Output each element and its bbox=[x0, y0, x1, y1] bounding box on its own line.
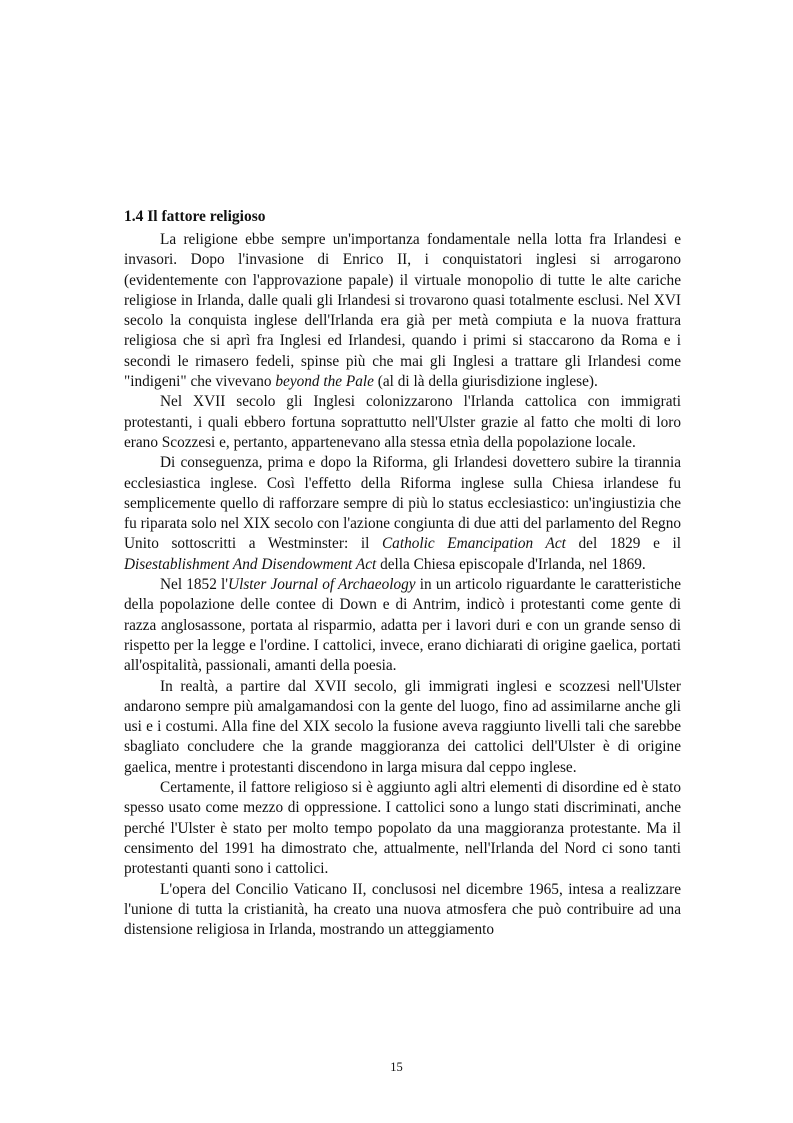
italic-run: Catholic Emancipation Act bbox=[381, 535, 566, 553]
text-run: in un articolo riguardante le caratteristiche della popolazione delle contee di Down e di Antrim, indicò i protestanti come gente di razza anglosassone, portata al risparmio, adatta per i lavori duri e con un grande senso di rispetto per la legge e l'ordine. I cattolici, invece, erano dichiarati di origine gaelica, portati all'ospitalità, passionali, amanti della poesia. bbox=[124, 576, 681, 675]
paragraph bbox=[124, 392, 681, 453]
text-run: Di conseguenza, prima e dopo la Riforma, gli Irlandesi dovettero subire la tirannia ecclesiastica inglese. Così l'effetto della Riforma inglese sulla Chiesa irlandese fu semplicemente quello di rafforzare sempre di più lo status ecclesiastico: un'ingiustizia che fu riparata solo nel XIX secolo con l'azione congiunta di due atti del parlamento del Regno Unito sottoscritti a Westminster: il bbox=[124, 454, 681, 553]
italic-run: beyond the Pale bbox=[275, 373, 374, 391]
text-run: del 1829 e il bbox=[565, 535, 682, 553]
section-heading: 1.4 Il fattore religioso bbox=[124, 208, 266, 225]
text-run: della Chiesa episcopale d'Irlanda, nel 1869. bbox=[376, 555, 646, 573]
text-run: In realtà, a partire dal XVII secolo, gli immigrati inglesi e scozzesi nell'Ulster andarono sempre più amalgamandosi con la gente del luogo, fino ad assimilarne anche gli usi e i costumi. Alla fine del XIX secolo la fusione aveva raggiunto livelli tali che sarebbe sbagliato concludere che la grande maggioranza dei cattolici dell'Ulster è di origine gaelica, mentre i protestanti discendono in larga misura dal ceppo inglese. bbox=[124, 677, 681, 776]
text-run: La religione ebbe sempre un'importanza fondamentale nella lotta fra Irlandesi e invasori. Dopo l'invasione di Enrico II, i conquistatori inglesi si arrogarono (evidentemente con l'approvazione papale) il virtuale monopolio di tutte le alte cariche religiose in Irlanda, dalle quali gli Irlandesi si trovarono quasi totalmente esclusi. Nel XVI secolo la conquista inglese dell'Irlanda era già per metà compiuta e la nuova frattura religiosa che si aprì fra Inglesi ed Irlandesi, quando i primi si staccarono da Roma e i secondi le rimasero fedeli, spinse più che mai gli Inglesi a trattare gli Irlandesi come "indigeni" che vivevano bbox=[124, 231, 681, 391]
paragraph bbox=[124, 575, 681, 676]
text-run: L'opera del Concilio Vaticano II, conclusosi nel dicembre 1965, intesa a realizzare l'unione di tutta la cristianità, ha creato una nuova atmosfera che può contribuire ad una distensione religiosa in Irlanda, mostrando un atteggiamento bbox=[124, 880, 681, 939]
italic-run: Ulster Journal of Archaeology bbox=[228, 576, 416, 594]
paragraph bbox=[124, 230, 681, 392]
text-run: Certamente, il fattore religioso si è aggiunto agli altri elementi di disordine ed è stato spesso usato come mezzo di oppressione. I cattolici sono a lungo stati discriminati, anche perché l'Ulster è stato per molto tempo popolato da una maggioranza protestante. Ma il censimento del 1991 ha dimostrato che, attualmente, nell'Irlanda del Nord ci sono tanti protestanti quanti sono i cattolici. bbox=[124, 779, 681, 878]
section-body bbox=[124, 230, 681, 940]
italic-run: Disestablishment And Disendowment Act bbox=[124, 555, 377, 573]
text-run: (al di là della giurisdizione inglese). bbox=[373, 373, 598, 391]
paragraph bbox=[124, 778, 681, 879]
text-run: Nel XVII secolo gli Inglesi colonizzarono l'Irlanda cattolica con immigrati protestanti, i quali ebbero fortuna soprattutto nell'Ulster grazie al fatto che molti di loro erano Scozzesi e, pertanto, appartenevano alla stessa etnìa della popolazione locale. bbox=[124, 393, 681, 451]
paragraph bbox=[124, 677, 681, 778]
paragraph-last bbox=[124, 880, 681, 941]
paragraph bbox=[124, 453, 681, 575]
page-number: 15 bbox=[390, 1060, 403, 1074]
document-page bbox=[124, 206, 681, 940]
text-run: Nel 1852 l' bbox=[160, 576, 229, 594]
